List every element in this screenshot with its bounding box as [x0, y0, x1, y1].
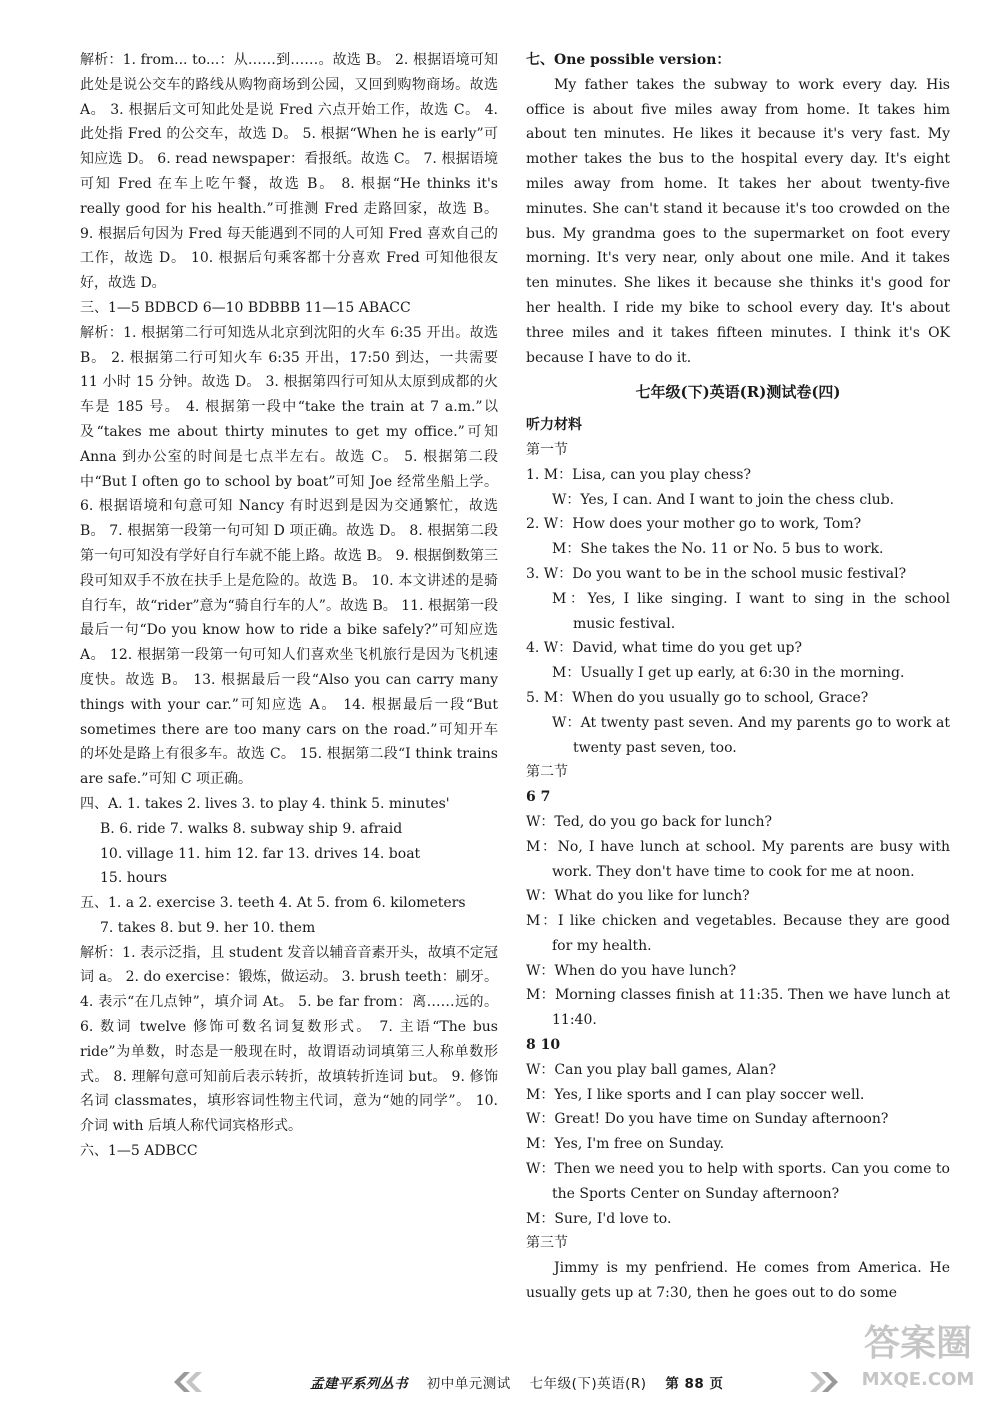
dialogue-line: M：Usually I get up early, at 6:30 in the morning.: [552, 665, 905, 682]
answer-explanation-3: 解析：1. 根据第二行可知选从北京到沈阳的火车 6:35 开出。故选 B。 2. 根据第二行可知火车 6:35 开出，17:50 到达，一共需要 11 小时 15 分钟。故选 D。 3. 根据第四行可知从太原到成都的火车是 185 号。 4. 根据第一段中“take the train at 7 a.m.”以及“takes me about thirty minutes to get my office.”可知 Anna 到办公室的时间是七点半左右。故选 C。 5. 根据第二段中“But I often go to school by boat”可知 Joe 经常坐船上学。 6. 根据语境和句意可知 Nancy 有时迟到是因为交通繁忙，故选 B。 7. 根据第一段第一句可知 D 项正确。故选 D。 8. 根据第二段第一句可知没有学好自行车就不能上路。故选 B。 9. 根据倒数第三段可知双手不放在扶手上是危险的。故选 B。 10. 本文讲述的是骑自行车，故“rider”意为“骑自行车的人”。故选 B。 11. 根据第一段最后一句“Do you know how to ride a bike safely?”可知应选 A。 12. 根据第一段第一句可知人们喜欢坐飞机旅行是因为飞机速度快。故选 B。 13. 根据最后一段“Also you can carry many things with your car.”可知应选 A。 14. 根据最后一段“But sometimes there are too many cars on the road.”可知开车的坏处是路上有很多车。故选 C。 15. 根据第二段“I think trains are safe.”可知 C 项正确。: [80, 324, 498, 788]
conversation-line: M：Sure, I'd love to.: [526, 1210, 672, 1227]
grade-subject: 七年级(下)英语(R): [529, 1376, 647, 1392]
conversation-line: W：Great! Do you have time on Sunday afternoon?: [526, 1111, 889, 1128]
section-4-answers-a: 四、A. 1. takes 2. lives 3. to play 4. think 5. minutes': [80, 795, 450, 812]
dialogue-line: M：She takes the No. 11 or No. 5 bus to work.: [552, 541, 884, 558]
page-number: 第 88 页: [665, 1376, 724, 1392]
conversation-line: M：Morning classes finish at 11:35. Then we have lunch at 11:40.: [526, 987, 950, 1029]
series-name: 孟建平系列丛书: [310, 1376, 408, 1392]
dialogue-line: 4. W：David, what time do you get up?: [526, 640, 803, 657]
section-3-answers: 三、1—5 BDBCD 6—10 BDBBB 11—15 ABACC: [80, 299, 411, 316]
conversation-line: M：No, I have lunch at school. My parents are busy with work. They don't have time to cook for me at noon.: [526, 838, 950, 880]
part-2-label: 第二节: [526, 764, 568, 781]
footer-text: [310, 1372, 738, 1397]
dialogue-line: W：At twenty past seven. And my parents go to work at twenty past seven, too.: [552, 714, 950, 756]
conversation-line: W：Ted, do you go back for lunch?: [526, 813, 772, 830]
listening-heading: 听力材料: [526, 417, 582, 434]
section-6-answers: 六、1—5 ADBCC: [80, 1143, 198, 1160]
dialogue-line: 1. M：Lisa, can you play chess?: [526, 466, 751, 483]
chevron-left-icon: [170, 1370, 212, 1394]
question-numbers-8-10: 8 10: [526, 1037, 561, 1054]
dialogue-line: 5. M：When do you usually go to school, Grace?: [526, 689, 869, 706]
part-3-label: 第三节: [526, 1235, 568, 1252]
chevron-right-icon: [800, 1370, 842, 1394]
conversation-line: W：Can you play ball games, Alan?: [526, 1061, 776, 1078]
section-4-answers-d: 15. hours: [100, 870, 168, 887]
part-1-label: 第一节: [526, 441, 568, 458]
right-column: [526, 48, 950, 1306]
watermark-text: 答案圈: [863, 1323, 972, 1364]
question-numbers-6-7: 6 7: [526, 789, 551, 806]
dialogue-line: 3. W：Do you want to be in the school music festival?: [526, 565, 907, 582]
watermark-url: MXQE.COM: [861, 1369, 975, 1390]
conversation-line: M：Yes, I like sports and I can play soccer well.: [526, 1086, 865, 1103]
section-4-answers-b: B. 6. ride 7. walks 8. subway ship 9. afraid: [100, 820, 403, 837]
conversation-line: W：Then we need you to help with sports. Can you come to the Sports Center on Sunday afternoon?: [526, 1161, 950, 1202]
section-5-answers-2: 7. takes 8. but 9. her 10. them: [100, 919, 316, 936]
watermark-logo: [848, 1322, 988, 1398]
conversation-line: M：Yes, I'm free on Sunday.: [526, 1136, 725, 1153]
section-7-heading: 七、One possible version：: [526, 52, 731, 68]
dialogue-line: 2. W：How does your mother go to work, Tom?: [526, 516, 862, 533]
section-4-answers-c: 10. village 11. him 12. far 13. drives 14. boat: [100, 845, 421, 862]
listening-passage: Jimmy is my penfriend. He comes from America. He usually gets up at 7:30, then he goes out to do some: [526, 1260, 950, 1302]
dialogue-line: W：Yes, I can. And I want to join the chess club.: [552, 491, 895, 508]
answer-explanation-5: 解析：1. 表示泛指，且 student 发音以辅音音素开头，故填不定冠词 a。 2. do exercise：锻炼，做运动。 3. brush teeth：刷牙。 4. 表示“在几点钟”，填介词 At。 5. be far from：离……远的。 6. 数词 twelve 修饰可数名词复数形式。 7. 主语“The bus ride”为单数，时态是一般现在时，故谓语动词填第三人称单数形式。 8. 理解句意可知前后表示转折，故填转折连词 but。 9. 修饰名词 classmates，填形容词性物主代词，意为“她的同学”。 10. 介词 with 后填人称代词宾格形式。: [80, 944, 498, 1135]
book-name: 初中单元测试: [426, 1376, 511, 1392]
conversation-line: M：I like chicken and vegetables. Because they are good for my health.: [526, 913, 950, 954]
left-column: [80, 48, 498, 1164]
test-paper-title: 七年级(下)英语(R)测试卷(四): [635, 383, 841, 402]
answer-explanation-2: 解析：1. from... to...：从……到……。故选 B。 2. 根据语境可知此处是说公交车的路线从购物商场到公园，又回到购物商场。故选 A。 3. 根据后文可知此处是说 Fred 六点开始工作，故选 C。 4. 此处指 Fred 的公交车，故选 D。 5. 根据“When he is early”可知应选 D。 6. read newspaper：看报纸。故选 C。 7. 根据语境可知 Fred 在车上吃午餐，故选 B。 8. 根据“He thinks it's really good for his health.”可推测 Fred 走路回家，故选 B。 9. 根据后句因为 Fred 每天能遇到不同的人可知 Fred 喜欢自己的工作，故选 D。 10. 根据后句乘客都十分喜欢 Fred 可知他很友好，故选 D。: [80, 52, 498, 292]
conversation-line: W：When do you have lunch?: [526, 962, 737, 979]
section-5-answers: 五、1. a 2. exercise 3. teeth 4. At 5. from 6. kilometers: [80, 895, 466, 912]
sample-essay: My father takes the subway to work every day. His office is about five miles away from home. It takes him about ten minutes. He likes it because it's very fast. My mother takes the bus to the hospital every day. It's eight miles away from home. It takes her about twenty-five minutes. She can't stand it because it's too crowded on the bus. My grandma goes to the supermarket on foot every morning. It's very near, only about one mile. And it takes ten minutes. She likes it because she thinks it's good for her health. I ride my bike to school every day. It's about three miles and it takes fifteen minutes. I think it's OK because I have to do it.: [526, 76, 950, 366]
dialogue-line: M：Yes, I like singing. I want to sing in the school music festival.: [552, 590, 950, 632]
conversation-line: W：What do you like for lunch?: [526, 888, 750, 905]
